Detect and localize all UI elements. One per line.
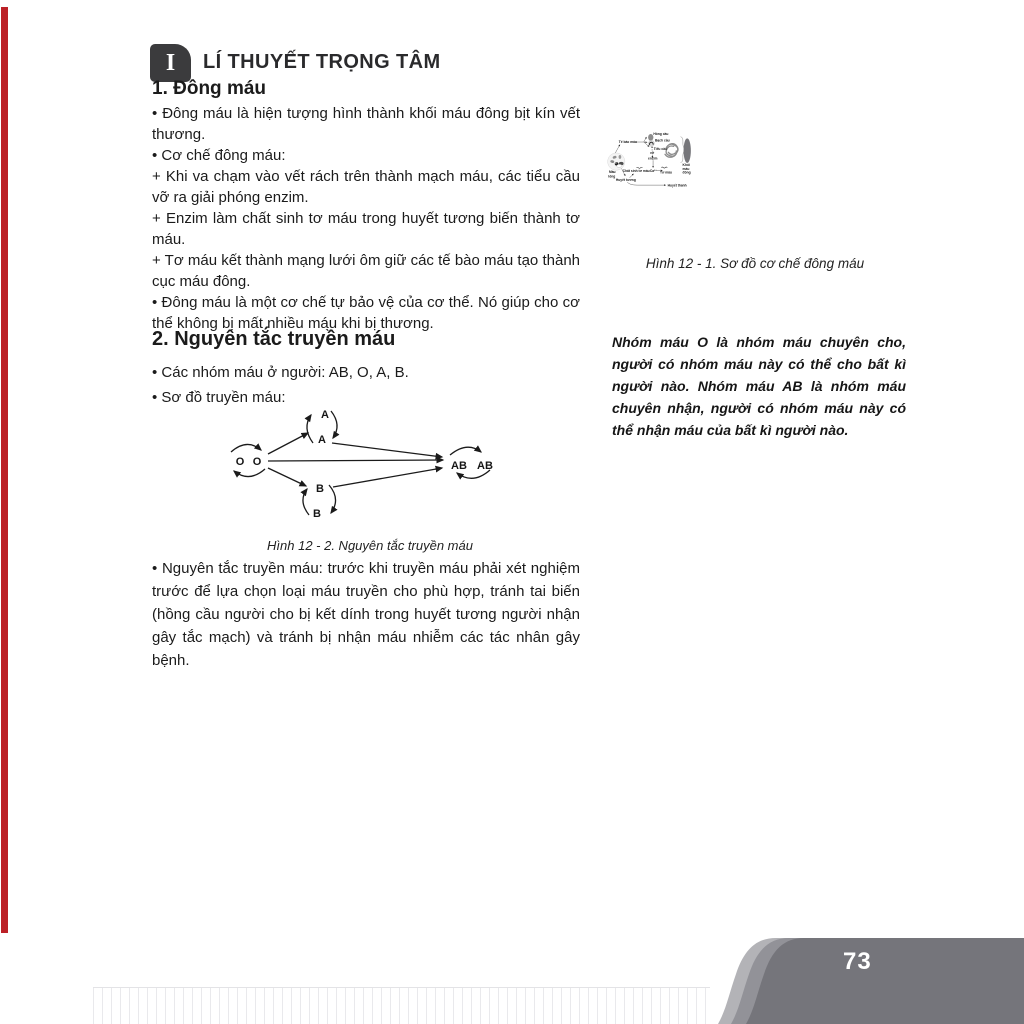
a-self-arrow bbox=[307, 415, 313, 443]
badge-roman-numeral: I bbox=[165, 50, 176, 76]
platelet-dot bbox=[651, 147, 652, 148]
paragraph: • Đông máu là hiện tượng hình thành khối máu đông bịt kín vết thương. bbox=[152, 105, 580, 143]
node-o: O bbox=[252, 456, 262, 468]
arrow-o-to-b bbox=[268, 468, 306, 486]
arrow-b-to-ab bbox=[333, 468, 442, 487]
section2-body bbox=[152, 557, 580, 672]
strand-squiggle bbox=[636, 167, 642, 168]
o-self-arrow bbox=[234, 469, 265, 477]
arrow-huyettuong-up bbox=[630, 174, 634, 178]
node-ab: AB bbox=[477, 460, 493, 472]
page-spine-accent bbox=[1, 7, 8, 933]
arrow-to-tebaomau bbox=[615, 145, 620, 153]
white-blood-cell bbox=[648, 140, 654, 146]
strand-squiggle bbox=[661, 167, 667, 168]
node-o: O bbox=[235, 456, 245, 468]
bullet: • Các nhóm máu ở người: AB, O, A, B. bbox=[152, 364, 409, 381]
red-blood-cell bbox=[648, 134, 653, 141]
page-number: 73 bbox=[843, 948, 872, 975]
blood-clotting-diagram bbox=[605, 75, 905, 275]
paragraph: • Đông máu là một cơ chế tự bảo vệ của cơ thể. Nó giúp cho cơ thể không bị mất nhiều máu khi bị thương. bbox=[152, 294, 580, 332]
ab-self-arrow bbox=[450, 447, 481, 455]
node-ab: AB bbox=[451, 460, 467, 472]
blood-group-note bbox=[612, 331, 906, 441]
bullet: • Sơ đồ truyền máu: bbox=[152, 389, 286, 406]
label-mau: Máu bbox=[608, 170, 616, 175]
paragraph: • Cơ chế đông máu: bbox=[152, 147, 286, 164]
arrow-o-to-ab bbox=[268, 460, 443, 461]
section2-heading: 2. Nguyên tắc truyền máu bbox=[152, 328, 396, 350]
b-self-arrow bbox=[329, 485, 336, 513]
arrow-to-tieucau bbox=[644, 142, 649, 147]
arrow-a-to-ab bbox=[332, 443, 442, 457]
label-huyet-tuong: Huyết tương bbox=[615, 177, 636, 182]
section-number-badge bbox=[150, 44, 191, 82]
arrow-to-hongcau bbox=[644, 137, 647, 142]
label-khoi-mau: máu bbox=[682, 166, 690, 171]
blood-clot-ellipse bbox=[684, 138, 691, 163]
label-bach-cau: Bạch cầu bbox=[655, 138, 670, 143]
footer-stripe-band bbox=[93, 987, 710, 1024]
label-hong-cau: Hồng cầu bbox=[653, 132, 669, 137]
label-khoi-dong: đông bbox=[682, 170, 691, 175]
o-self-arrow bbox=[231, 444, 261, 452]
label-huyet-thanh: Huyết thanh bbox=[667, 183, 687, 188]
paragraph: • Nguyên tắc truyền máu: trước khi truyền máu phải xét nghiệm trước để lựa chọn loại máu truyền cho phù hợp, tránh tai biến (hồng cầu người cho bị kết dính trong huyết tương người nhận gây tắc mạch) và tránh bị nhận máu nhiễm các tác nhân gây bệnh. bbox=[152, 560, 580, 669]
note-text: Nhóm máu O là nhóm máu chuyên cho, người có nhóm máu này có thể cho bất kì người nào. Nhóm máu AB là nhóm máu chuyên nhận, người có nhóm máu này có thể nhận máu của bất kì người nào. bbox=[612, 334, 906, 438]
a-self-arrow bbox=[331, 411, 337, 438]
swoosh-dark-layer bbox=[746, 938, 1024, 1024]
node-a-top: A bbox=[321, 409, 329, 421]
arrow-o-to-a bbox=[268, 433, 308, 454]
label-khoi: Khối bbox=[682, 163, 690, 168]
node-a: A bbox=[318, 434, 326, 446]
label-enzim: enzim bbox=[648, 156, 658, 161]
label-vo: vỡ bbox=[649, 150, 655, 155]
node-b: B bbox=[316, 483, 324, 495]
figure-caption-12-1: Hình 12 - 1. Sơ đồ cơ chế đông máu bbox=[645, 256, 865, 271]
page-title: LÍ THUYẾT TRỌNG TÂM bbox=[203, 51, 441, 73]
label-chat-sinh-to-mau: Chất sinh tơ máu bbox=[622, 168, 650, 173]
label-tieu-cau: Tiểu cầu bbox=[653, 146, 668, 151]
node-b-bottom: B bbox=[313, 508, 321, 520]
paragraph: + Tơ máu kết thành mạng lưới ôm giữ các tế bào máu tạo thành cục máu đông. bbox=[152, 252, 580, 290]
label-long: lỏng bbox=[608, 174, 616, 179]
arrow-to-huyetthanh bbox=[627, 182, 665, 185]
paragraph: + Khi va chạm vào vết rách trên thành mạch máu, các tiểu cầu vỡ ra giải phóng enzim. bbox=[152, 168, 580, 206]
section1-body bbox=[152, 103, 580, 334]
label-to-mau: Tơ máu bbox=[659, 170, 673, 175]
liquid-blood-cells bbox=[608, 153, 625, 170]
paragraph: + Enzim làm chất sinh tơ máu trong huyết tương biến thành tơ máu. bbox=[152, 210, 580, 248]
blood-transfusion-diagram bbox=[210, 395, 520, 530]
label-ca: Ca²⁺ bbox=[649, 168, 657, 173]
figure-caption-12-2: Hình 12 - 2. Nguyên tắc truyền máu bbox=[267, 538, 473, 553]
label-te-bao-mau: Tế bào máu bbox=[618, 140, 638, 145]
b-self-arrow bbox=[303, 489, 309, 515]
section1-heading: 1. Đông máu bbox=[152, 78, 267, 99]
